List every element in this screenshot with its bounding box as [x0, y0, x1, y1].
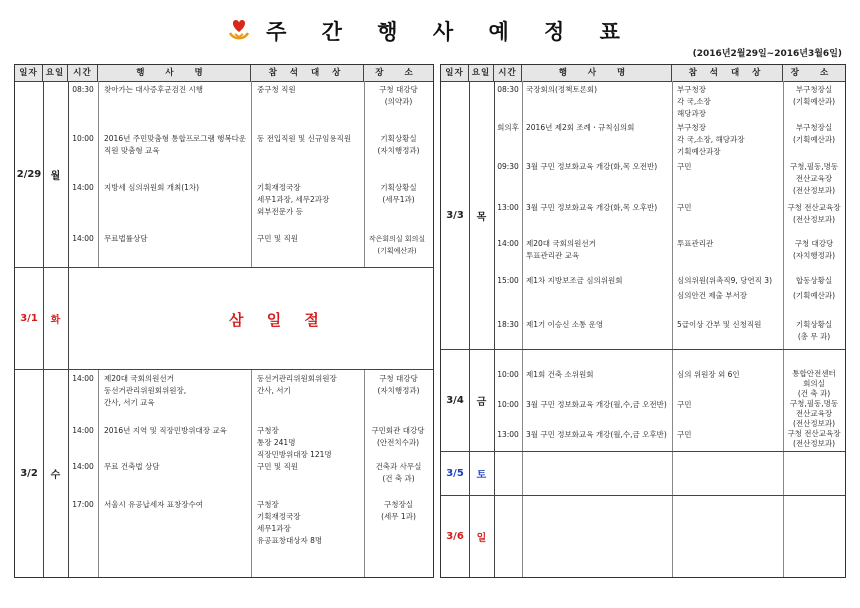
schedule-table-right: 일자 요일 시간 행 사 명 참 석 대 상 장 소 3/3 목 08:30 국장회의(정책토론회) 부구청장 각 국,소장 해당과장 부구청장실 (기획예산과) 회의후 2016년 제2회 조례ㆍ규칙심의회 부구청장 각 국,소장, 해당과장 기획예산과장 부구청장실 (기획예산과) 09:30 3월 구민 정보화교육 개강(화,목 오전반) 구민 구청,필동,명동 전산교육장 (전산정보과) 13:00 3월 구민 정보화교육 개강(화,목 오후반) 구민 구청 전산교육장 (전산정보과) 14:00 제20대 국회의원선거 투표관리관 교육 투표관리관 구청 대강당 (자치행정과) 15:00 제1차 지방보조금 심의위원회 심의위원(위촉직9, 당연직 3) 심의안건 제출 부서장 합동상황실 (기획예산과) 18:30 제1기 이승신 소통 운영 5급이상 간부 및 신청직원 기획상황실 (총 무 과) 3/4 금 10:00 제1회 건축 소위원회 심의 위원장 외 6인 통합안전센터 회의실 (건 축 과) 10:00 3월 구민 정보화교육 개강(월,수,금 오전반) 구민 구청,필동,명동 전산교육장 (전산정보과) 13:00 3월 구민 정보화교육 개강(월,수,금 오후반) 구민 구청 전산교육장 (전산정보과) 3/5 토 3/6 일 — [440, 64, 846, 578]
date-cell: 3/3 — [446, 209, 464, 221]
dow-cell: 일 — [476, 532, 487, 544]
col-date: 일자 — [15, 65, 43, 81]
dow-cell: 토 — [476, 469, 487, 481]
holiday-label: 삼 일 절 — [229, 311, 328, 329]
date-cell: 3/2 — [20, 467, 38, 479]
col-event: 행 사 명 — [522, 65, 672, 81]
table-header — [441, 65, 845, 82]
dow-cell: 목 — [476, 211, 487, 223]
date-cell: 3/5 — [446, 467, 464, 479]
period-range: (2016년2월29일~2016년3월6일) — [692, 49, 842, 59]
date-cell: 3/4 — [446, 394, 464, 406]
col-dow: 요일 — [43, 65, 68, 81]
date-cell: 2/29 — [16, 168, 42, 180]
col-dow: 요일 — [469, 65, 494, 81]
col-attendees: 참 석 대 상 — [251, 65, 364, 81]
title-text: 주 간 행 사 예 정 표 — [266, 20, 634, 44]
dow-cell: 금 — [476, 396, 487, 408]
date-cell: 3/1 — [20, 312, 38, 324]
schedule-table-left: 일자 요일 시간 행 사 명 참 석 대 상 장 소 2/29 월 08:30 찾아가는 대사증후군검진 시행 중구청 직원 구청 대강당 (의약과) 10:00 2016년 주민맞춤형 통합프로그램 행복다운 직원 맞춤형 교육 동 전입직원 및 신규임용직원 기획상황실 (자치행정과) 14:00 지방세 심의위원회 개최(1차) 기획재정국장 세무1과장, 세무2과장 외부전문가 등 기획상황실 (세무1과) 14:00 무료법률상담 구민 및 직원 작은회의실 회의실 (기획예산과) 3/1 화 삼 일 절 3/2 수 14:00 제20대 국회의원선거 동선거관리위원회위원장, 간사, 서기 교육 동선거관리위원회위원장 간사, 서기 구청 대강당 (자치행정과) 14:00 2016년 지역 및 직장민방위대장 교육 구청장 통장 241명 직장민방위대장 121명 구민회관 대강당 (안전치수과) 14:00 무료 건축법 상담 구민 및 직원 건축과 사무실 (건 축 과) 17:00 서울시 유공납세자 표창장수여 구청장 기획재정국장 세무1과장 유공표창대상자 8명 구청장실 (세무 1과) — [14, 64, 434, 578]
dow-cell: 화 — [50, 314, 61, 326]
page-title — [226, 16, 634, 46]
date-cell: 3/6 — [446, 530, 464, 542]
title-area — [0, 16, 860, 48]
col-time: 시간 — [494, 65, 522, 81]
col-time: 시간 — [68, 65, 98, 81]
junggu-logo-icon — [226, 18, 252, 44]
col-place: 장 소 — [375, 68, 422, 78]
dow-cell: 수 — [50, 469, 61, 481]
dow-cell: 월 — [50, 170, 61, 182]
col-attendees: 참 석 대 상 — [672, 65, 783, 81]
col-place: 장 소 — [790, 68, 838, 78]
table-header — [15, 65, 433, 82]
col-date: 일자 — [441, 65, 469, 81]
col-event: 행 사 명 — [98, 65, 251, 81]
